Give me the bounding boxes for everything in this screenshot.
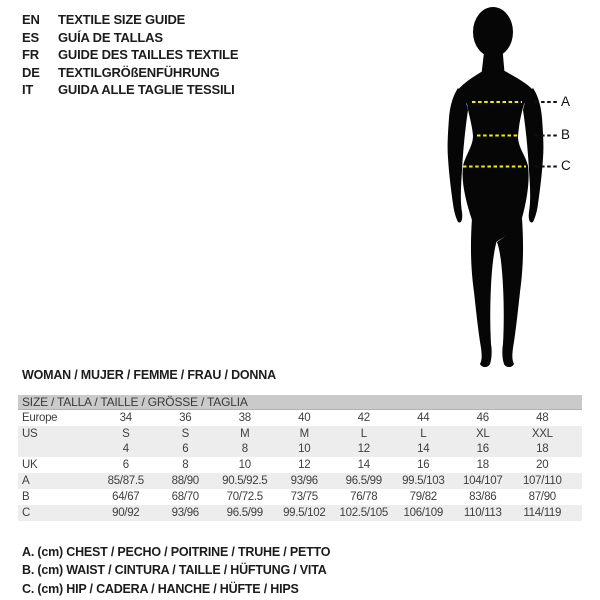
cell: 64/67: [112, 490, 140, 503]
cell: 106/109: [403, 506, 443, 519]
lang-code: DE: [22, 64, 40, 80]
cell: 14: [357, 459, 370, 472]
legend-waist: B. (cm) WAIST / CINTURA / TAILLE / HÜFTUNG / VITA: [22, 563, 327, 578]
cell: 87/90: [528, 490, 556, 503]
legend-hip: C. (cm) HIP / CADERA / HANCHE / HÜFTE / HIPS: [22, 581, 299, 596]
cell: XXL: [531, 427, 553, 440]
lang-row-en: [22, 11, 238, 29]
guide-title: GUÍA DE TALLAS: [58, 29, 163, 45]
legend-chest: A. (cm) CHEST / PECHO / POITRINE / TRUHE / PETTO: [22, 545, 331, 560]
table-row-waist: [18, 489, 582, 505]
cell: 96.5/99: [226, 506, 263, 519]
cell: S: [122, 427, 130, 440]
row-label: Europe: [22, 411, 58, 424]
cell: 42: [357, 411, 370, 424]
cell: 68/70: [171, 490, 199, 503]
guide-title: TEXTILE SIZE GUIDE: [58, 12, 186, 28]
cell: 20: [536, 459, 549, 472]
lang-row-it: [22, 81, 238, 99]
cell: L: [420, 427, 427, 440]
row-label: UK: [22, 459, 38, 472]
language-title-list: [22, 11, 238, 99]
cell: 110/113: [463, 506, 502, 519]
cell: 99.5/103: [402, 475, 445, 488]
gender-heading: WOMAN / MUJER / FEMME / FRAU / DONNA: [22, 368, 276, 382]
guide-title: GUIDA ALLE TAGLIE TESSILI: [58, 82, 235, 98]
table-row-us: [18, 426, 582, 442]
cell: 44: [417, 411, 430, 424]
cell: 12: [357, 443, 370, 456]
cell: 16: [417, 459, 430, 472]
cell: 16: [476, 443, 489, 456]
table-row-chest: [18, 473, 582, 489]
guide-title: GUIDE DES TAILLES TEXTILE: [58, 47, 239, 63]
cell: L: [360, 427, 367, 440]
cell: 8: [241, 443, 248, 456]
measure-label-chest: A: [561, 94, 571, 109]
measure-label-hip: C: [561, 158, 571, 173]
cell: 85/87.5: [107, 475, 144, 488]
cell: 6: [122, 459, 129, 472]
cell: 70/72.5: [226, 490, 263, 503]
cell: 18: [476, 459, 489, 472]
cell: 104/107: [463, 475, 503, 488]
woman-silhouette-figure: [430, 0, 600, 380]
cell: 10: [238, 459, 251, 472]
cell: M: [299, 427, 309, 440]
cell: 93/96: [290, 475, 318, 488]
cell: 102.5/105: [339, 506, 388, 519]
cell: S: [181, 427, 189, 440]
cell: 88/90: [171, 475, 199, 488]
table-row-europe: [18, 410, 582, 426]
cell: 34: [119, 411, 132, 424]
cell: 99.5/102: [283, 506, 326, 519]
cell: 12: [298, 459, 311, 472]
woman-silhouette-svg: [430, 0, 600, 380]
row-label: US: [22, 427, 38, 440]
cell: XL: [476, 427, 490, 440]
size-table: [18, 395, 582, 521]
measure-label-waist: B: [561, 127, 571, 142]
lang-code: ES: [22, 29, 39, 45]
size-table-header: SIZE / TALLA / TAILLE / GRÖSSE / TAGLIA: [18, 395, 582, 410]
cell: 107/110: [522, 475, 562, 488]
cell: 73/75: [290, 490, 318, 503]
lang-row-es: [22, 29, 238, 47]
lang-row-de: [22, 64, 238, 82]
table-row-hip: [18, 505, 582, 521]
cell: 8: [182, 459, 189, 472]
cell: 96.5/99: [345, 475, 382, 488]
measurement-legend: [22, 543, 330, 598]
cell: 18: [536, 443, 549, 456]
guide-title: TEXTILGRÖßENFÜHRUNG: [58, 64, 220, 80]
table-row-uk: [18, 457, 582, 473]
lang-code: IT: [22, 82, 34, 98]
cell: 90.5/92.5: [222, 475, 268, 488]
cell: 36: [179, 411, 192, 424]
cell: 4: [122, 443, 129, 456]
cell: 40: [298, 411, 311, 424]
row-label: B: [22, 490, 30, 503]
silhouette-shapes: [448, 7, 544, 367]
cell: 114/119: [523, 506, 562, 519]
cell: M: [240, 427, 250, 440]
row-label: A: [22, 475, 30, 488]
cell: 48: [536, 411, 549, 424]
lang-row-fr: [22, 46, 238, 64]
cell: 38: [238, 411, 251, 424]
cell: 93/96: [171, 506, 199, 519]
cell: 6: [182, 443, 189, 456]
cell: 79/82: [409, 490, 437, 503]
cell: 76/78: [350, 490, 378, 503]
row-label: C: [22, 506, 31, 519]
cell: 14: [417, 443, 430, 456]
cell: 90/92: [112, 506, 140, 519]
cell: 10: [298, 443, 311, 456]
lang-code: FR: [22, 47, 39, 63]
table-row-us-numeric: [18, 442, 582, 458]
cell: 46: [476, 411, 489, 424]
lang-code: EN: [22, 12, 40, 28]
cell: 83/86: [469, 490, 497, 503]
